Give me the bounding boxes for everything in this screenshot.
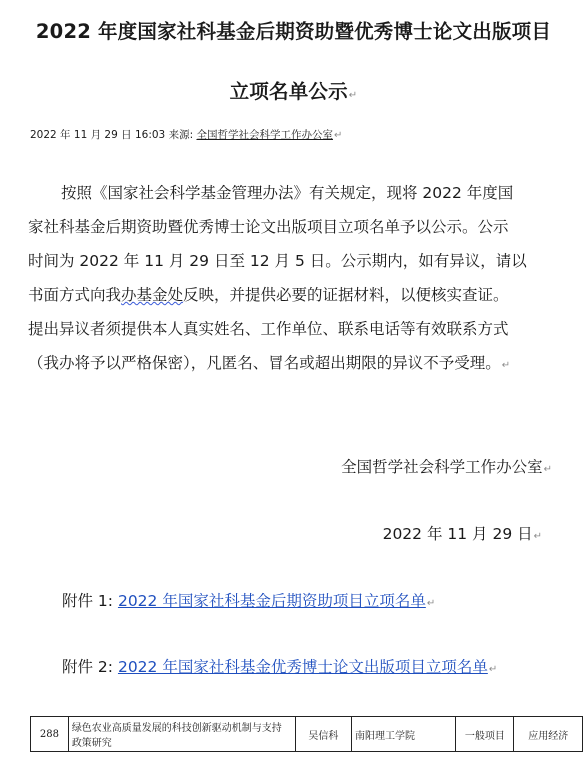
cell-applicant: 吴信科 (295, 717, 351, 752)
signature-org-text: 全国哲学社会科学工作办公室 (341, 458, 543, 476)
spellcheck-marked-text: 办基金处 (121, 286, 184, 304)
cell-project-type: 一般项目 (456, 717, 514, 752)
body-text: 书面方式向我 (28, 286, 122, 304)
article-meta (30, 127, 342, 142)
signature-date-text: 2022 年 11 月 29 日 (382, 525, 533, 543)
paragraph-mark-icon: ↵ (333, 130, 343, 141)
publish-datetime: 2022 年 11 月 29 日 16:03 (30, 129, 166, 141)
body-line: 按照《国家社会科学基金管理办法》有关规定，现将 2022 年度国 (61, 184, 514, 202)
paragraph-mark-icon: ↵ (533, 531, 542, 542)
title-line-2: 立项名单公示 (229, 80, 348, 103)
attachment-link[interactable]: 2022 年国家社科基金后期资助项目立项名单 (117, 592, 426, 610)
attachment-1 (62, 589, 435, 611)
source-link[interactable]: 全国哲学社会科学工作办公室 (196, 129, 333, 141)
page-title-line-2 (0, 76, 587, 104)
paragraph-mark-icon: ↵ (488, 664, 498, 675)
paragraph-mark-icon: ↵ (543, 464, 552, 475)
announcement-body (28, 176, 584, 383)
page-title (0, 16, 587, 44)
table-row (31, 717, 583, 752)
attachment-label: 附件 2: (62, 658, 114, 676)
body-text: （我办将予以严格保密），凡匿名、冒名或超出期限的异议不予受理。 (28, 354, 501, 372)
body-line: 时间为 2022 年 11 月 29 日至 12 月 5 日。公示期内，如有异议，请以 (28, 252, 527, 270)
attachment-link[interactable]: 2022 年国家社科基金优秀博士论文出版项目立项名单 (117, 658, 488, 676)
cell-institution: 南阳理工学院 (351, 717, 455, 752)
paragraph-mark-icon: ↵ (426, 598, 436, 609)
signature-date (383, 522, 542, 544)
paragraph-mark-icon: ↵ (501, 360, 511, 371)
attachment-label: 附件 1: (62, 592, 114, 610)
signature-org (341, 455, 552, 477)
title-line-1: 2022 年度国家社科基金后期资助暨优秀博士论文出版项目 (35, 20, 552, 43)
body-line (28, 346, 584, 383)
attachment-2 (62, 655, 497, 677)
cell-project-title: 绿色农业高质量发展的科技创新驱动机制与支持政策研究 (68, 717, 295, 752)
body-line (28, 278, 584, 312)
source-label: 来源: (168, 129, 194, 141)
body-line: 提出异议者须提供本人真实姓名、工作单位、联系电话等有效联系方式 (28, 320, 509, 338)
cell-number: 288 (31, 717, 69, 752)
body-line: 家社科基金后期资助暨优秀博士论文出版项目立项名单予以公示。公示 (28, 218, 509, 236)
body-text: 反映，并提供必要的证据材料，以便核实查证。 (183, 286, 509, 304)
paragraph-mark-icon: ↵ (348, 90, 358, 101)
cell-discipline: 应用经济 (514, 717, 583, 752)
project-table (30, 716, 583, 752)
